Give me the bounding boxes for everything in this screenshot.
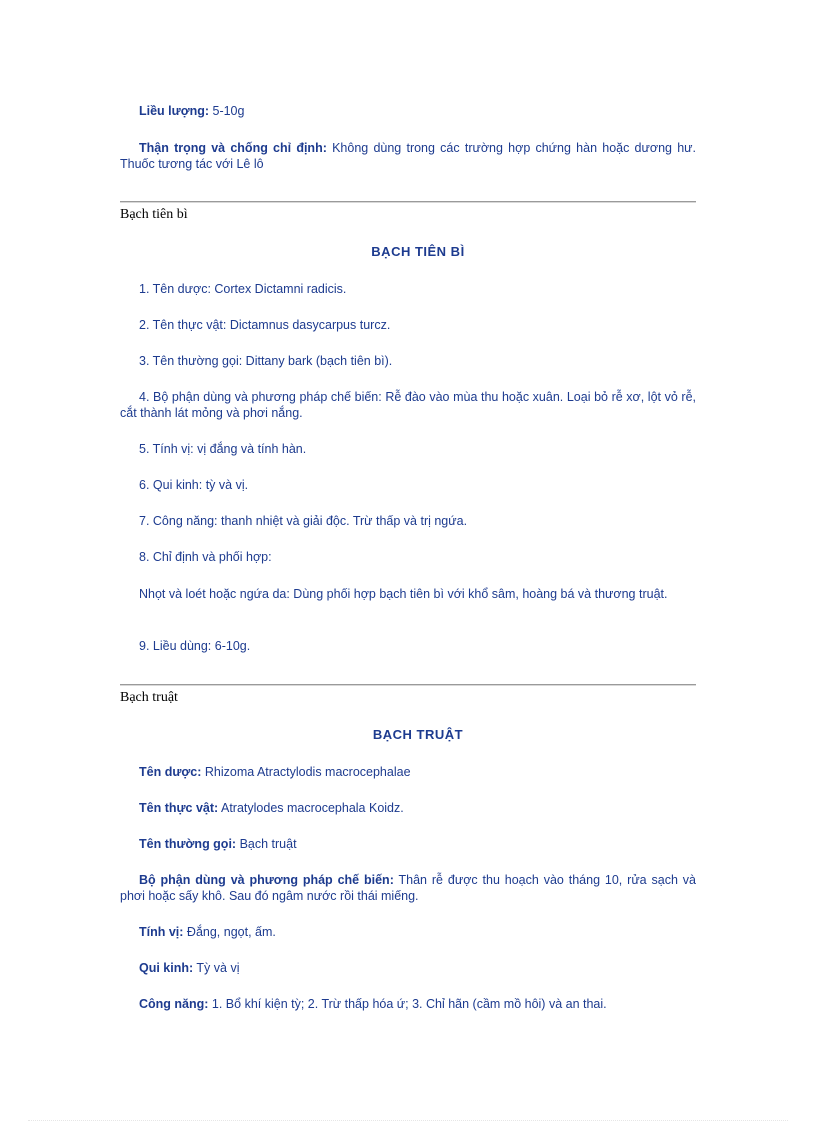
field-text: Đắng, ngọt, ấm. — [183, 925, 276, 939]
field-paragraph — [120, 872, 696, 904]
section-title-bach-tien-bi: Bạch tiên bì — [120, 207, 188, 222]
section-divider — [120, 201, 696, 203]
field-text: Tỳ và vị — [193, 961, 240, 975]
field-text: Thân rễ được thu hoạch vào tháng 10, rửa sạch và phơi hoặc sấy khô. Sau đó ngâm nước rồi thái miếng. — [120, 873, 697, 903]
field-paragraph — [120, 800, 696, 816]
caution-text: Không dùng trong các trường hợp chứng hàn hoặc dương hư. Thuốc tương tác với Lê lô — [120, 141, 696, 171]
field-label: Tính vị: — [139, 925, 184, 939]
section-title-bach-truat: Bạch truật — [120, 690, 178, 705]
list-item: 9. Liều dùng: 6-10g. — [139, 639, 251, 653]
list-item: 3. Tên thường gọi: Dittany bark (bạch tiên bì). — [139, 354, 393, 368]
field-text: Rhizoma Atractylodis macrocephalae — [201, 765, 411, 779]
list-item: 2. Tên thực vật: Dictamnus dasycarpus turcz. — [139, 318, 391, 332]
dosage-paragraph — [120, 103, 696, 119]
list-item: 7. Công năng: thanh nhiệt và giải độc. Trừ thấp và trị ngứa. — [139, 514, 468, 528]
document-page — [120, 0, 696, 1123]
dosage-label: Liều lượng: — [139, 104, 210, 118]
field-label: Tên thực vật: — [139, 801, 219, 815]
field-paragraph — [120, 836, 696, 852]
dosage-text: 5-10g — [209, 104, 245, 118]
caution-paragraph — [120, 140, 696, 172]
field-paragraph — [120, 764, 696, 780]
field-paragraph — [120, 996, 696, 1012]
field-label: Tên dược: — [139, 765, 202, 779]
field-label: Tên thường gọi: — [139, 837, 237, 851]
caution-label: Thận trọng và chống chỉ định: — [139, 141, 327, 155]
list-item: 8. Chỉ định và phối hợp: — [139, 550, 272, 564]
field-paragraph — [120, 960, 696, 976]
list-item: Nhọt và loét hoặc ngứa da: Dùng phối hợp bạch tiên bì với khổ sâm, hoàng bá và thương truật. — [139, 587, 668, 601]
list-item: 5. Tính vị: vị đắng và tính hàn. — [139, 442, 307, 456]
field-paragraph — [120, 924, 696, 940]
list-item: 4. Bộ phận dùng và phương pháp chế biến: Rễ đào vào mùa thu hoặc xuân. Loại bỏ rễ xơ, lột vỏ rễ, cắt thành lát mỏng và phơi nắng. — [120, 390, 696, 420]
page-bottom-border — [28, 1120, 788, 1121]
field-text: 1. Bổ khí kiện tỳ; 2. Trừ thấp hóa ứ; 3. Chỉ hãn (cầm mồ hôi) và an thai. — [208, 997, 607, 1011]
list-item: 1. Tên dược: Cortex Dictamni radicis. — [139, 282, 347, 296]
field-text: Bạch truật — [236, 837, 297, 851]
heading-bach-truat: BẠCH TRUẬT — [372, 727, 464, 742]
list-item: 6. Qui kinh: tỳ và vị. — [139, 478, 249, 492]
field-text: Atratylodes macrocephala Koidz. — [218, 801, 404, 815]
field-label: Công năng: — [139, 997, 209, 1011]
section-divider — [120, 684, 696, 686]
field-label: Qui kinh: — [139, 961, 194, 975]
heading-bach-tien-bi: BẠCH TIÊN BÌ — [371, 244, 465, 259]
field-label: Bộ phận dùng và phương pháp chế biến: — [139, 873, 394, 887]
